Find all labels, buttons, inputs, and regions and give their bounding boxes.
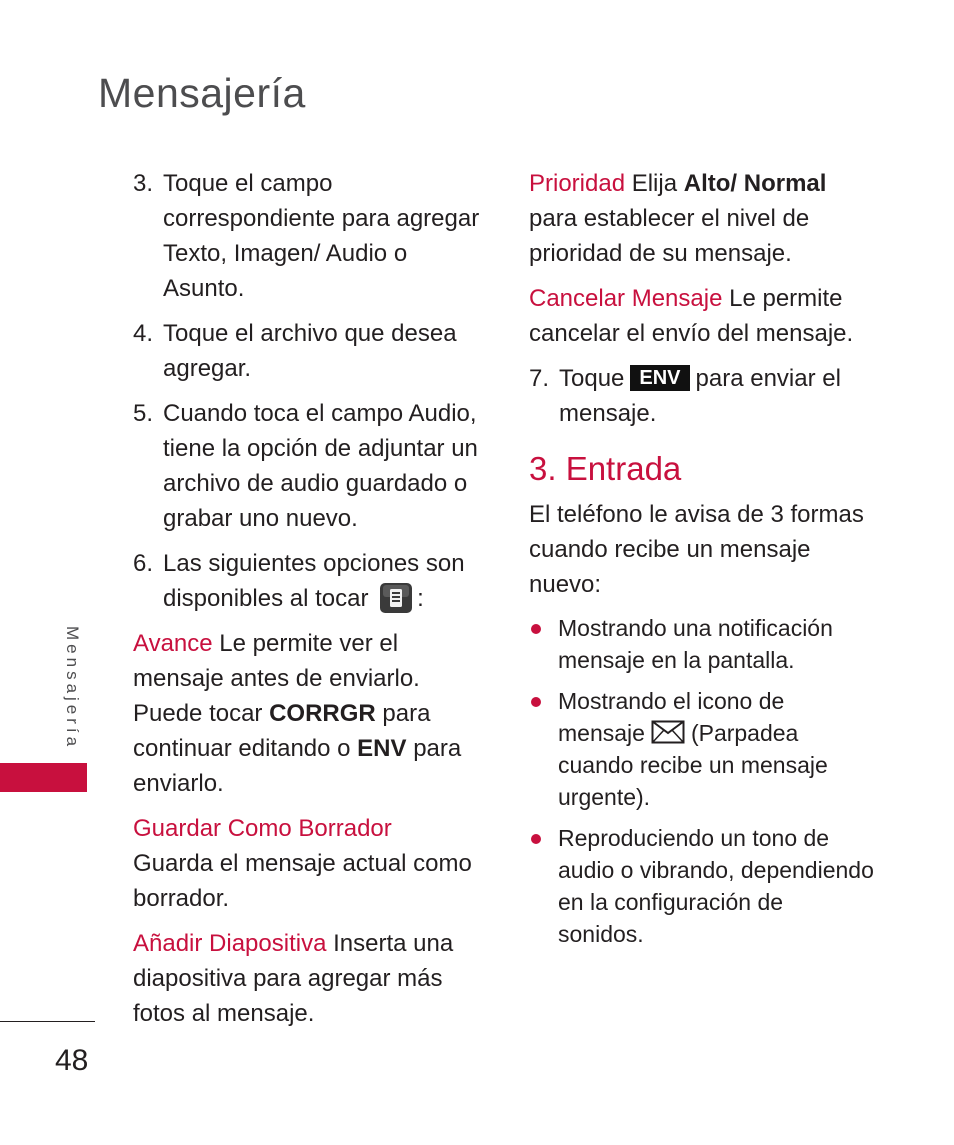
- list-item: [529, 612, 874, 676]
- list-item: [529, 685, 874, 813]
- bullet-icon: [531, 624, 541, 634]
- alto-option: Alto/: [683, 170, 738, 197]
- page-number: 48: [55, 1044, 89, 1077]
- prioridad-term: Prioridad: [529, 170, 626, 197]
- avance-text-3: para enviarlo.: [133, 735, 462, 797]
- sidebar-label: Mensajería: [63, 626, 82, 751]
- step-text: Cuando toca el campo Audio, tiene la opción de adjuntar un archivo de audio guardado o grabar uno nuevo.: [163, 400, 478, 532]
- step-text: Toque: [559, 365, 625, 392]
- step-text-colon: :: [417, 585, 424, 612]
- bullet-text: Mostrando una notificación mensaje en la pantalla.: [558, 615, 833, 673]
- avance-text-2: para continuar editando o: [133, 700, 431, 762]
- prioridad-text-2: para establecer el nivel de prioridad de su mensaje.: [529, 205, 810, 267]
- step-number: 7.: [529, 365, 550, 392]
- bullet-text: Reproduciendo un tono de audio o vibrando, dependiendo en la configuración de sonidos.: [558, 825, 874, 947]
- bullet-icon: [531, 834, 541, 844]
- right-column: [529, 166, 874, 959]
- anadir-term: Añadir Diapositiva: [133, 930, 327, 957]
- step-text: Toque el campo correspondiente para agregar Texto, Imagen/ Audio o Asunto.: [163, 170, 480, 302]
- corrgr-label: CORRGR: [269, 700, 376, 727]
- notification-list: [529, 612, 874, 950]
- sidebar-tab: [0, 763, 87, 792]
- step-number: 4.: [133, 320, 154, 347]
- list-item: [529, 822, 874, 950]
- bullet-text: Mostrando el icono de mensaje: [558, 688, 785, 746]
- guardar-paragraph: [133, 811, 483, 916]
- step-text-after: para enviar el mensaje.: [559, 365, 841, 427]
- step-number: 3.: [133, 170, 154, 197]
- prioridad-paragraph: [529, 166, 874, 271]
- menu-icon: [379, 582, 413, 614]
- cancelar-paragraph: [529, 281, 874, 351]
- step-4: [133, 316, 483, 386]
- envelope-icon: [651, 720, 685, 744]
- step-6: [133, 546, 483, 616]
- footer-divider: [0, 1021, 95, 1022]
- anadir-text: Inserta una diapositiva para agregar más fotos al mensaje.: [133, 930, 454, 1027]
- step-number: 6.: [133, 550, 154, 577]
- guardar-term: Guardar Como Borrador: [133, 815, 392, 842]
- step-5: [133, 396, 483, 536]
- left-column: [133, 166, 483, 1041]
- guardar-text: Guarda el mensaje actual como borrador.: [133, 850, 472, 912]
- prioridad-text: Elija: [625, 170, 684, 197]
- step-number: 5.: [133, 400, 154, 427]
- section-intro: El teléfono le avisa de 3 formas cuando recibe un mensaje nuevo:: [529, 501, 864, 598]
- step-text: Las siguientes opciones son disponibles al tocar: [163, 550, 465, 612]
- avance-term: Avance: [133, 630, 213, 657]
- avance-text: Le permite ver el mensaje antes de enviarlo. Puede tocar: [133, 630, 420, 727]
- anadir-paragraph: [133, 926, 483, 1031]
- avance-paragraph: [133, 626, 483, 801]
- step-text: Toque el archivo que desea agregar.: [163, 320, 457, 382]
- bullet-text-after: (Parpadea cuando recibe un mensaje urgente).: [558, 720, 828, 810]
- normal-option: Normal: [743, 170, 827, 197]
- env-button: ENV: [630, 365, 689, 391]
- bullet-icon: [531, 697, 541, 707]
- cancelar-term: Cancelar Mensaje: [529, 285, 723, 312]
- step-7: [529, 361, 874, 431]
- step-3: [133, 166, 483, 306]
- section-heading: 3. Entrada: [529, 450, 682, 487]
- page-title: Mensajería: [98, 70, 306, 116]
- cancelar-text: Le permite cancelar el envío del mensaje.: [529, 285, 854, 347]
- env-label: ENV: [357, 735, 407, 762]
